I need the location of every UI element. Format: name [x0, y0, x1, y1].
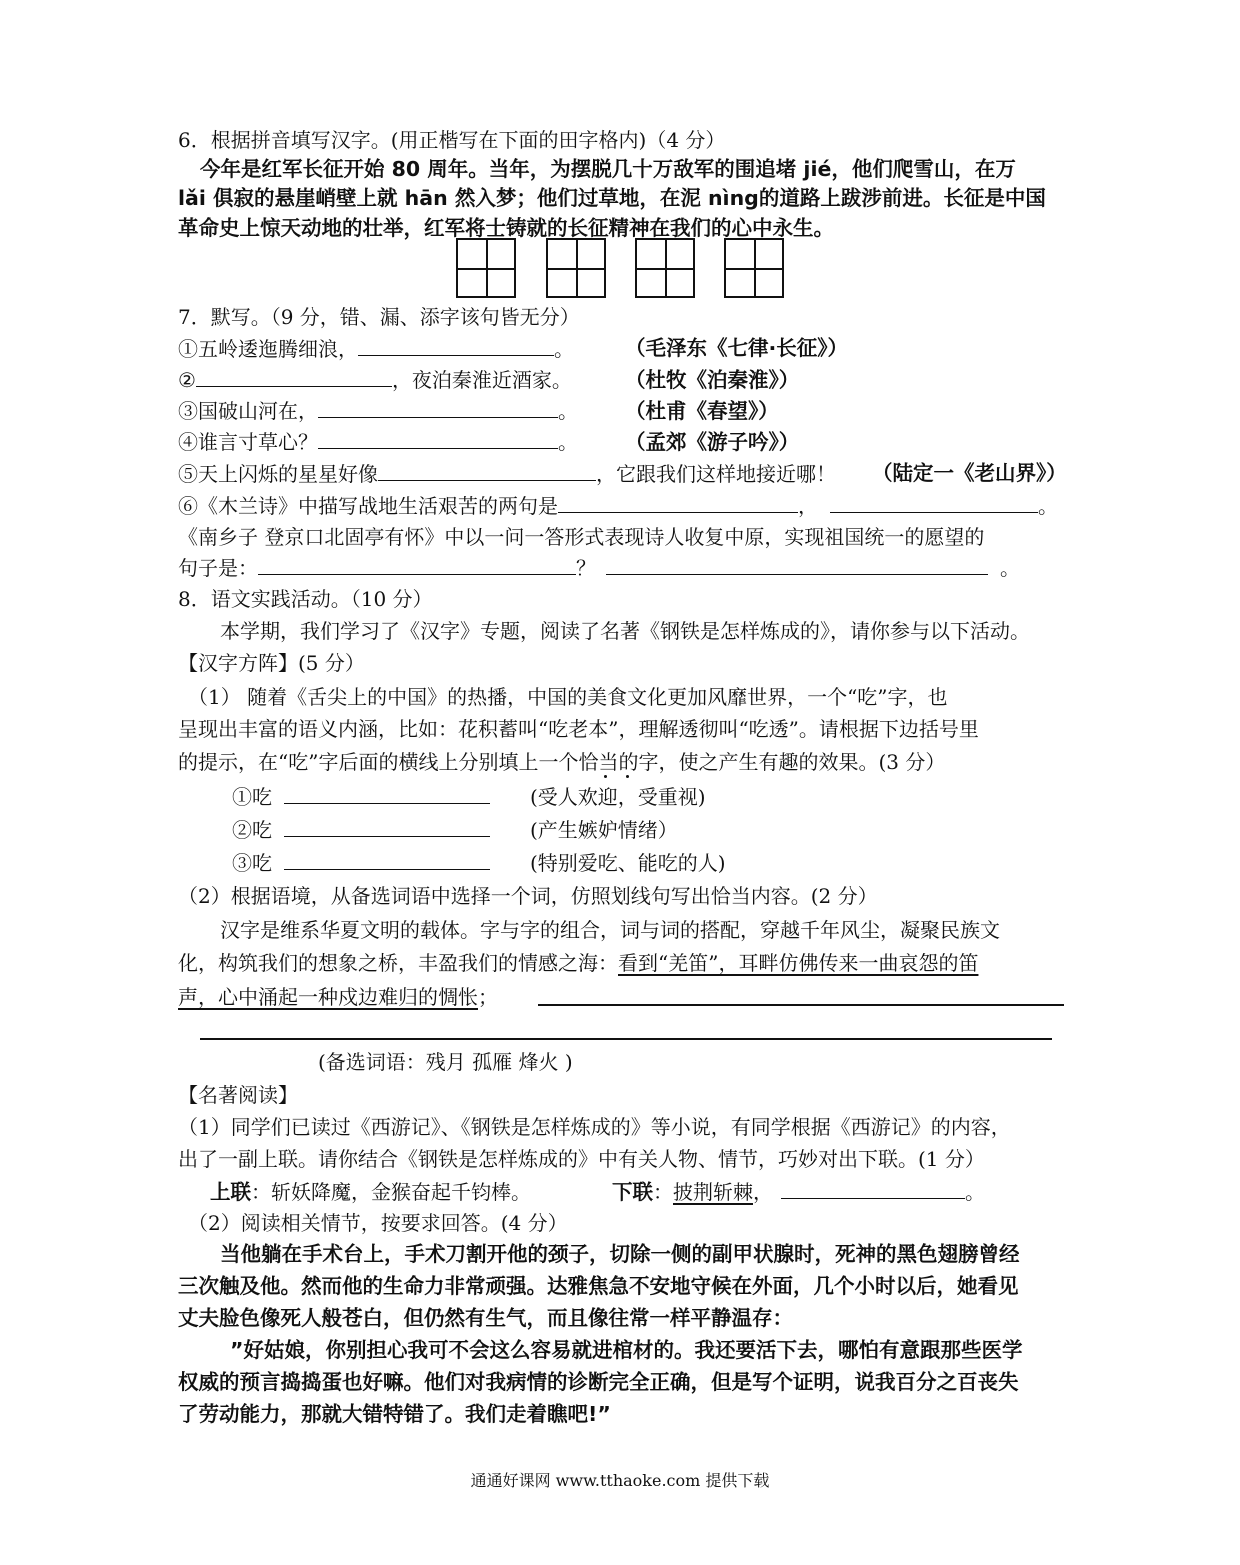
- excerpt-line-4: ”好姑娘，你别担心我可不会这么容易就进棺材的。我还要活下去，哪怕有意跟那些医学: [230, 1338, 1023, 1362]
- q8-part2-semicolon: ；: [478, 985, 498, 1009]
- q7-item-5-text: ⑤天上闪烁的星星好像: [178, 462, 378, 486]
- q7-item-6-end: 。: [1038, 494, 1058, 518]
- q8-part2-line1: 汉字是维系华夏文明的载体。字与字的组合，词与词的搭配，穿越千年风尘，凝聚民族文: [220, 918, 1000, 942]
- q7-item-6-text: ⑥《木兰诗》中描写战地生活艰苦的两句是: [178, 494, 558, 518]
- q8-reading-2-title: （2）阅读相关情节，按要求回答。(4 分）: [188, 1211, 568, 1235]
- q7-item-8-text: 句子是：: [178, 556, 258, 580]
- chi-item-2: [232, 818, 490, 842]
- tianzige-box-3[interactable]: [635, 238, 695, 298]
- q8-section-reading: 【名著阅读】: [178, 1083, 298, 1107]
- couplet-upper-label: 上联: [210, 1180, 251, 1204]
- couplet-upper-text: ：斩妖降魔，金猴奋起千钧棒。: [251, 1180, 531, 1204]
- q7-item-1: [178, 337, 574, 361]
- excerpt-line-1: 当他躺在手术台上，手术刀割开他的颈子，切除一侧的副甲状腺时，死神的黑色翅膀曾经: [220, 1242, 1020, 1266]
- q7-source-4: （孟郊《游子吟》）: [625, 430, 800, 454]
- q7-item-4-end: 。: [558, 430, 578, 454]
- q7-item-7: 《南乡子 登京口北固亭有怀》中以一问一答形式表现诗人收复中原，实现祖国统一的愿望的: [178, 525, 985, 549]
- imitation-answer-line-1[interactable]: [538, 1004, 1064, 1006]
- q7-item-6: [178, 494, 1058, 518]
- q8-part2-line3: [178, 985, 498, 1009]
- chi-blank-1[interactable]: [284, 785, 490, 804]
- q7-blank-6a[interactable]: [558, 494, 798, 513]
- couplet-lower-blank[interactable]: [781, 1180, 965, 1199]
- q7-item-2-text: ，夜泊秦淮近酒家。: [391, 368, 572, 392]
- chi-item-3-label: ③吃: [232, 851, 272, 875]
- q7-blank-5[interactable]: [378, 462, 596, 481]
- couplet-upper: [210, 1180, 531, 1204]
- q7-item-2: [178, 368, 572, 392]
- q7-item-8-end: 。: [1000, 556, 1020, 580]
- q6-passage-line-2: lǎi 俱寂的悬崖峭壁上就 hān 然入梦；他们过草地，在泥 nìng的道路上跋涉前进。长征是中国: [178, 186, 1046, 210]
- q8-part2-line2: [178, 951, 978, 975]
- excerpt-line-6: 了劳动能力，那就大错特错了。我们走着瞧吧!”: [178, 1402, 611, 1426]
- q7-source-1: （毛泽东《七律·长征》）: [625, 336, 849, 360]
- q6-passage-line-1: 今年是红军长征开始 80 周年。当年，为摆脱几十万敌军的围追堵 jié，他们爬雪山，在万: [200, 157, 1016, 181]
- q7-item-6-comma: ，: [798, 494, 818, 518]
- imitation-answer-line-2[interactable]: [200, 1038, 1052, 1040]
- q7-blank-4[interactable]: [318, 430, 558, 449]
- q7-item-1-end: 。: [554, 337, 574, 361]
- q8-part2-line2-text: 化，构筑我们的想象之桥，丰盈我们的情感之海：: [178, 951, 618, 975]
- chi-blank-2[interactable]: [284, 818, 490, 837]
- q7-item-4: [178, 430, 578, 454]
- q7-item-1-text: ①五岭逶迤腾细浪，: [178, 337, 358, 361]
- emphasis-dot: [626, 775, 629, 778]
- couplet-lower-comma: ，: [753, 1180, 773, 1204]
- couplet-lower-given: 披荆斩棘: [673, 1180, 753, 1204]
- couplet-lower: [612, 1180, 985, 1204]
- q7-item-5: [178, 462, 836, 486]
- q6-passage-line-3: 革命史上惊天动地的壮举，红军将士铸就的长征精神在我们的心中永生。: [178, 216, 834, 240]
- q6-title: 6．根据拼音填写汉字。(用正楷写在下面的田字格内)（4 分）: [178, 128, 726, 152]
- q7-blank-8b[interactable]: [606, 556, 988, 575]
- q8-title: 8．语文实践活动。（10 分）: [178, 587, 433, 611]
- q7-item-3: [178, 399, 578, 423]
- tianzige-box-2[interactable]: [546, 238, 606, 298]
- q7-blank-8a[interactable]: [258, 556, 576, 575]
- excerpt-line-3: 丈夫脸色像死人般苍白，但仍然有生气，而且像往常一样平静温存：: [178, 1306, 793, 1330]
- q7-item-4-text: ④谁言寸草心？: [178, 430, 318, 454]
- q7-title: 7．默写。（9 分，错、漏、添字该句皆无分）: [178, 305, 580, 329]
- q8-part1-line1: （1） 随着《舌尖上的中国》的热播，中国的美食文化更加风靡世界，一个“吃”字，也: [188, 685, 948, 709]
- q7-item-3-end: 。: [558, 399, 578, 423]
- candidate-words: (备选词语：残月 孤雁 烽火 ): [318, 1050, 573, 1074]
- q7-item-8: [178, 556, 1020, 580]
- excerpt-line-5: 权威的预言捣捣蛋也好嘛。他们对我病情的诊断完全正确，但是写个证明，说我百分之百丧失: [178, 1370, 1019, 1394]
- chi-hint-3: (特别爱吃、能吃的人): [530, 851, 726, 875]
- excerpt-line-2: 三次触及他。然而他的生命力非常顽强。达雅焦急不安地守候在外面，几个小时以后，她看见: [178, 1274, 1019, 1298]
- footer-source: 通通好课网 www.tthaoke.com 提供下载: [470, 1471, 770, 1490]
- tianzige-box-1[interactable]: [456, 238, 516, 298]
- q8-reading-1-line2: 出了一副上联。请你结合《钢铁是怎样炼成的》中有关人物、情节，巧妙对出下联。(1 分）: [178, 1147, 985, 1171]
- chi-hint-1: (受人欢迎，受重视): [530, 785, 706, 809]
- chi-item-2-label: ②吃: [232, 818, 272, 842]
- q8-section-hanzi: 【汉字方阵】(5 分）: [178, 651, 365, 675]
- q7-source-3: （杜甫《春望》）: [625, 399, 779, 423]
- q8-part1-line3: 的提示，在“吃”字后面的横线上分别填上一个恰当的字，使之产生有趣的效果。(3 分）: [178, 750, 946, 774]
- chi-blank-3[interactable]: [284, 851, 490, 870]
- q7-item-2-num: ②: [178, 368, 196, 392]
- q7-source-5: （陆定一《老山界》）: [872, 461, 1067, 485]
- q8-part1-line2: 呈现出丰富的语义内涵，比如：花积蓄叫“吃老本”，理解透彻叫“吃透”。请根据下边括号里: [178, 717, 979, 741]
- q8-part2-title: （2）根据语境，从备选词语中选择一个词，仿照划线句写出恰当内容。(2 分）: [178, 884, 878, 908]
- q7-blank-3[interactable]: [318, 399, 558, 418]
- q7-item-8-q: ？: [576, 556, 596, 580]
- q7-blank-2[interactable]: [196, 368, 392, 387]
- chi-item-1: [232, 785, 490, 809]
- model-sentence-end: 声，心中涌起一种戍边难归的惆怅: [178, 985, 478, 1009]
- q7-source-2: （杜牧《泊秦淮》）: [625, 368, 800, 392]
- q8-reading-1-line1: （1）同学们已读过《西游记》、《钢铁是怎样炼成的》等小说，有同学根据《西游记》的内容，: [178, 1115, 1011, 1139]
- q7-item-3-text: ③国破山河在，: [178, 399, 318, 423]
- couplet-lower-end: 。: [965, 1180, 985, 1204]
- q7-blank-1[interactable]: [358, 337, 554, 356]
- chi-hint-2: (产生嫉妒情绪）: [530, 818, 678, 842]
- q7-item-5-mid: ，它跟我们这样地接近哪！: [596, 462, 836, 486]
- model-sentence-start: 看到“羌笛”，耳畔仿佛传来一曲哀怨的笛: [618, 951, 979, 975]
- q8-intro: 本学期，我们学习了《汉字》专题，阅读了名著《钢铁是怎样炼成的》，请你参与以下活动。: [220, 619, 1030, 643]
- couplet-lower-label: 下联: [612, 1180, 653, 1204]
- emphasis-dot: [604, 775, 607, 778]
- chi-item-1-label: ①吃: [232, 785, 272, 809]
- couplet-lower-colon: ：: [653, 1180, 673, 1204]
- q7-blank-6b[interactable]: [830, 494, 1038, 513]
- chi-item-3: [232, 851, 490, 875]
- tianzige-box-4[interactable]: [724, 238, 784, 298]
